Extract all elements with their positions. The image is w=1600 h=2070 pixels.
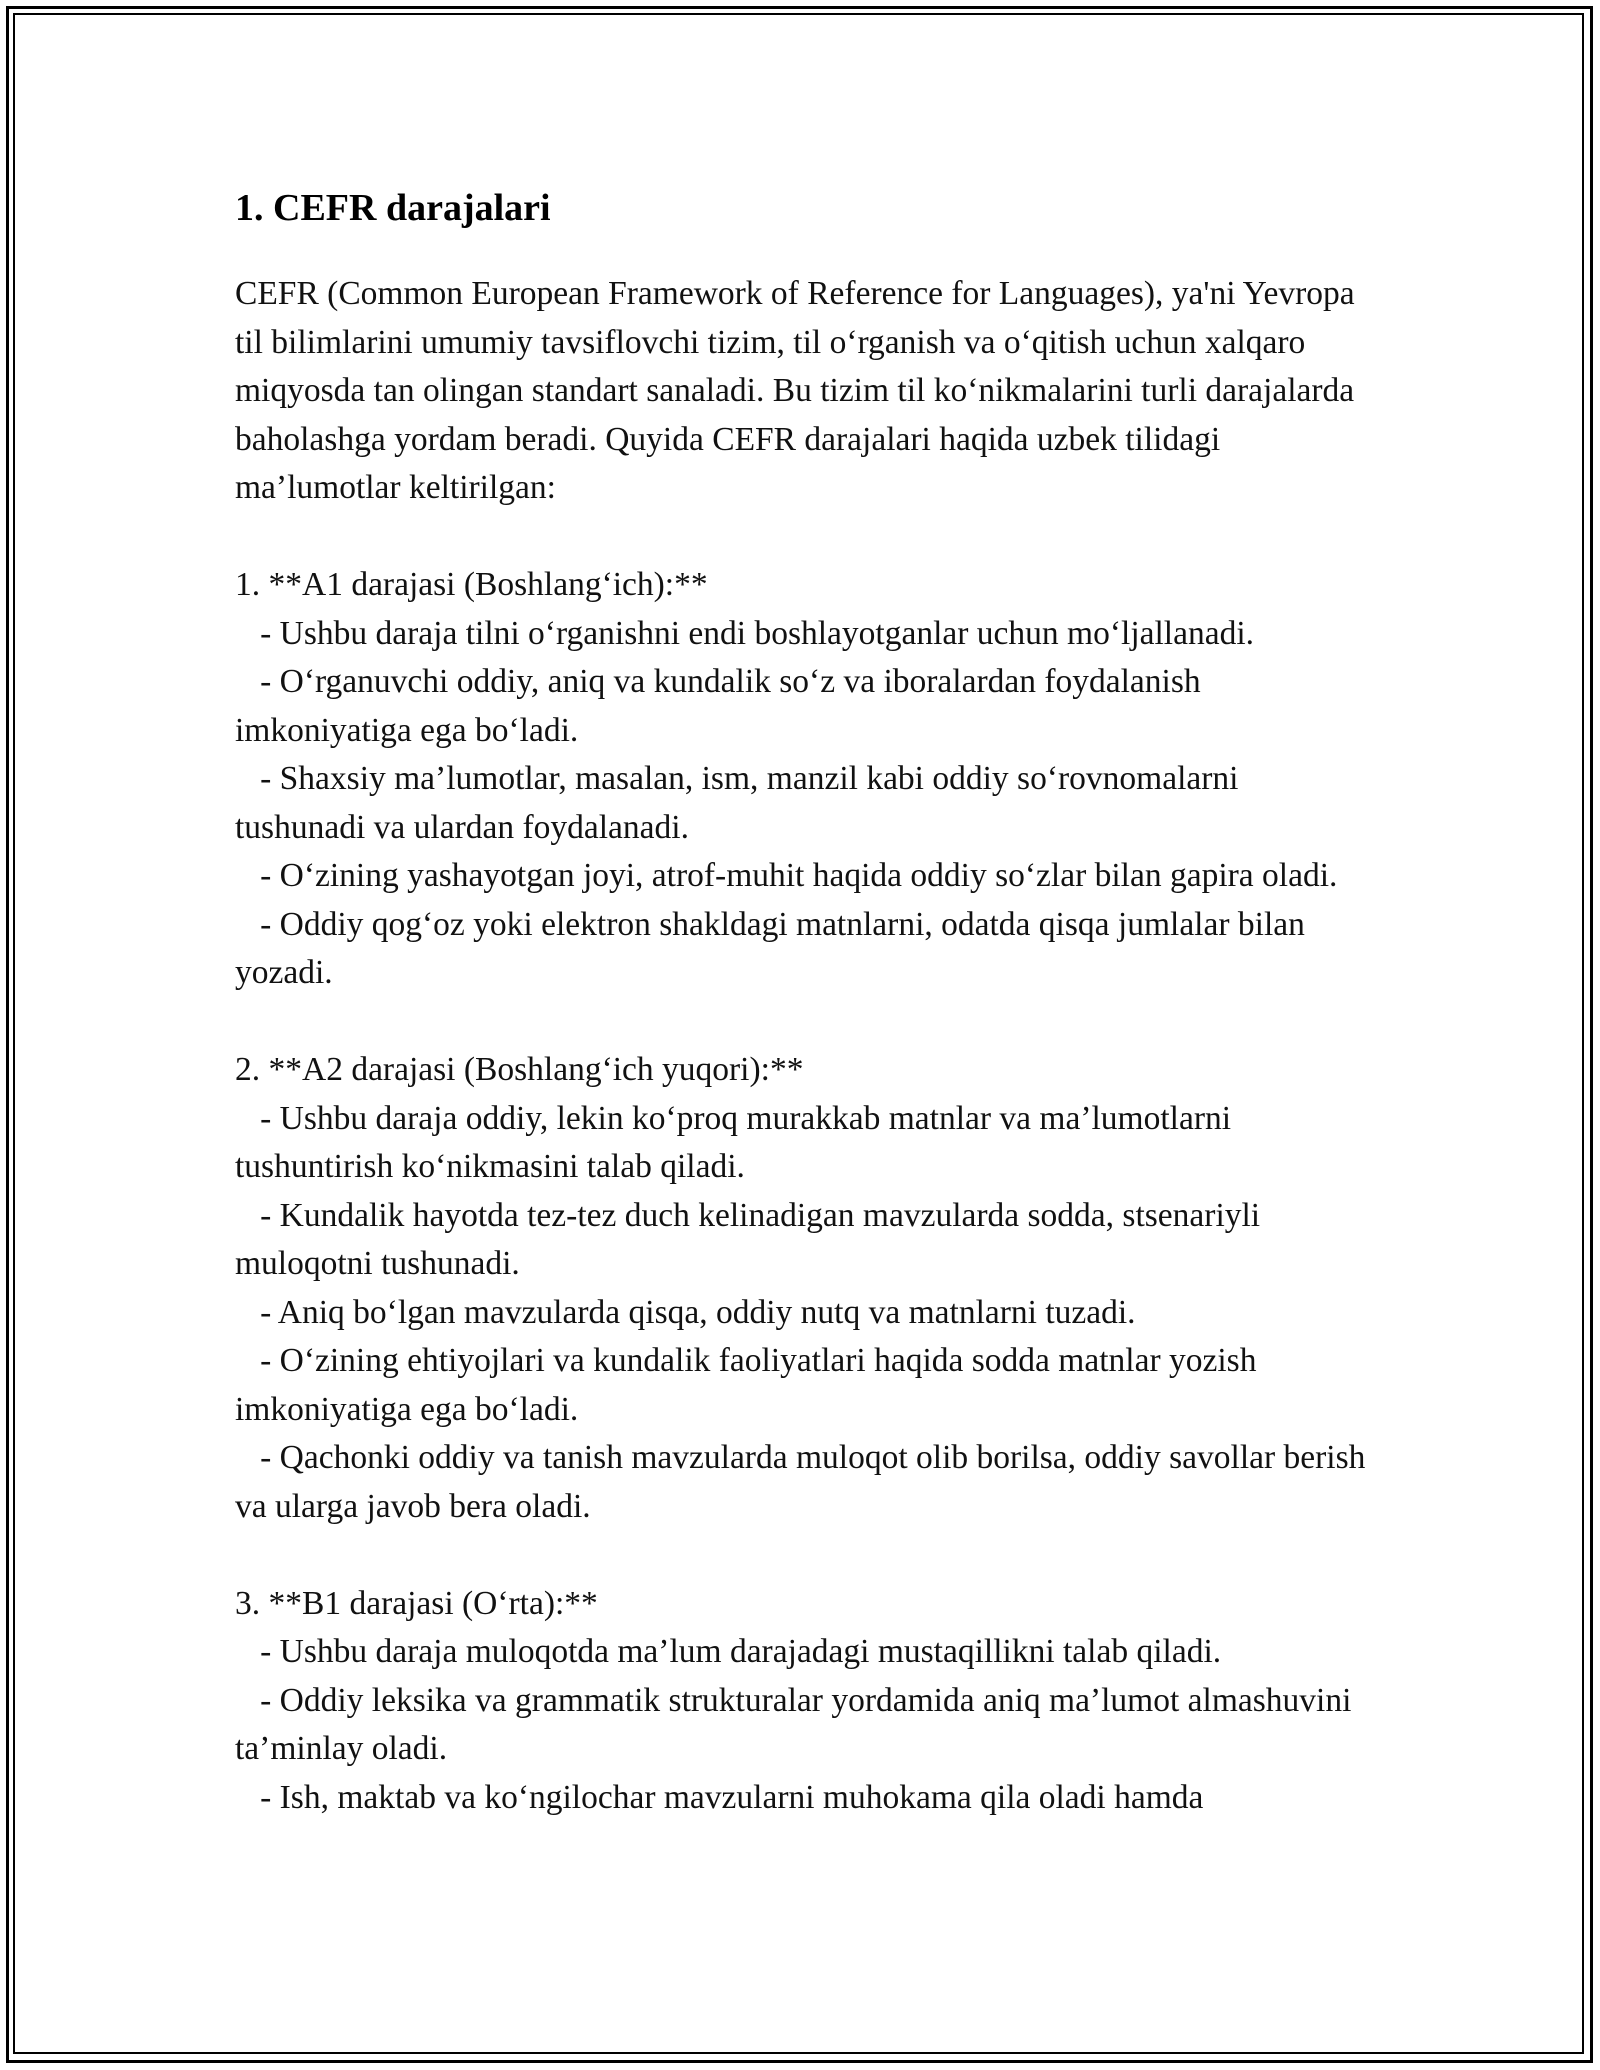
section-a2 xyxy=(235,1046,1374,1531)
section-title: 1. **A1 darajasi (Boshlang‘ich):** xyxy=(235,566,708,603)
list-item: - Kundalik hayotda tez-tez duch kelinadigan mavzularda sodda, stsenariyli muloqotni tushunadi. xyxy=(235,1196,1269,1282)
section-b1 xyxy=(235,1580,1370,1823)
blank-line xyxy=(235,1531,1370,1580)
list-item: - O‘rganuvchi oddiy, aniq va kundalik so‘z va iboralardan foydalanish imkoniyatiga ega bo‘ladi. xyxy=(235,663,1210,749)
blank-line xyxy=(235,998,1370,1047)
intro-paragraph: CEFR (Common European Framework of Reference for Languages), ya'ni Yevropa til bilimlarini umumiy tavsiflovchi tizim, til o‘rganish va o‘qitish uchun xalqaro miqyosda tan olingan standart sanaladi. Bu tizim til ko‘nikmalarini turli darajalarda baholashga yordam beradi. Quyida CEFR darajalari haqida uzbek tilidagi ma’lumotlar keltirilgan: xyxy=(235,275,1363,506)
list-item: - O‘zining yashayotgan joyi, atrof-muhit haqida oddiy so‘zlar bilan gapira oladi. xyxy=(235,857,1338,894)
list-item: - Shaxsiy ma’lumotlar, masalan, ism, manzil kabi oddiy so‘rovnomalarni tushunadi va ulardan foydalanadi. xyxy=(235,760,1247,846)
list-item: - Qachonki oddiy va tanish mavzularda muloqot olib borilsa, oddiy savollar berish va ularga javob bera oladi. xyxy=(235,1439,1374,1525)
section-title: 3. **B1 darajasi (O‘rta):** xyxy=(235,1584,598,1622)
document-body xyxy=(235,184,1374,1822)
list-item: - Ish, maktab va ko‘ngilochar mavzularni muhokama qila oladi hamda xyxy=(235,1778,1204,1816)
blank-line xyxy=(235,513,1370,562)
document-heading: 1. CEFR darajalari xyxy=(235,187,551,229)
list-item: - Ushbu daraja muloqotda ma’lum darajadagi mustaqillikni talab qiladi. xyxy=(235,1633,1222,1670)
list-item: - Oddiy qog‘oz yoki elektron shakldagi matnlarni, odatda qisqa jumlalar bilan yozadi. xyxy=(235,905,1314,991)
list-item: - O‘zining ehtiyojlari va kundalik faoliyatlari haqida sodda matnlar yozish imkoniyatiga ega bo‘ladi. xyxy=(235,1342,1265,1428)
list-item: - Ushbu daraja oddiy, lekin ko‘proq murakkab matnlar va ma’lumotlarni tushuntirish ko‘nikmasini talab qiladi. xyxy=(235,1099,1240,1185)
list-item: - Oddiy leksika va grammatik strukturalar yordamida aniq ma’lumot almashuvini ta’minlay oladi. xyxy=(235,1681,1360,1767)
list-item: - Aniq bo‘lgan mavzularda qisqa, oddiy nutq va matnlarni tuzadi. xyxy=(235,1293,1136,1331)
section-a1 xyxy=(235,561,1370,998)
section-title: 2. **A2 darajasi (Boshlang‘ich yuqori):** xyxy=(235,1051,804,1088)
list-item: - Ushbu daraja tilni o‘rganishni endi boshlayotganlar uchun mo‘ljallanadi. xyxy=(235,614,1255,652)
